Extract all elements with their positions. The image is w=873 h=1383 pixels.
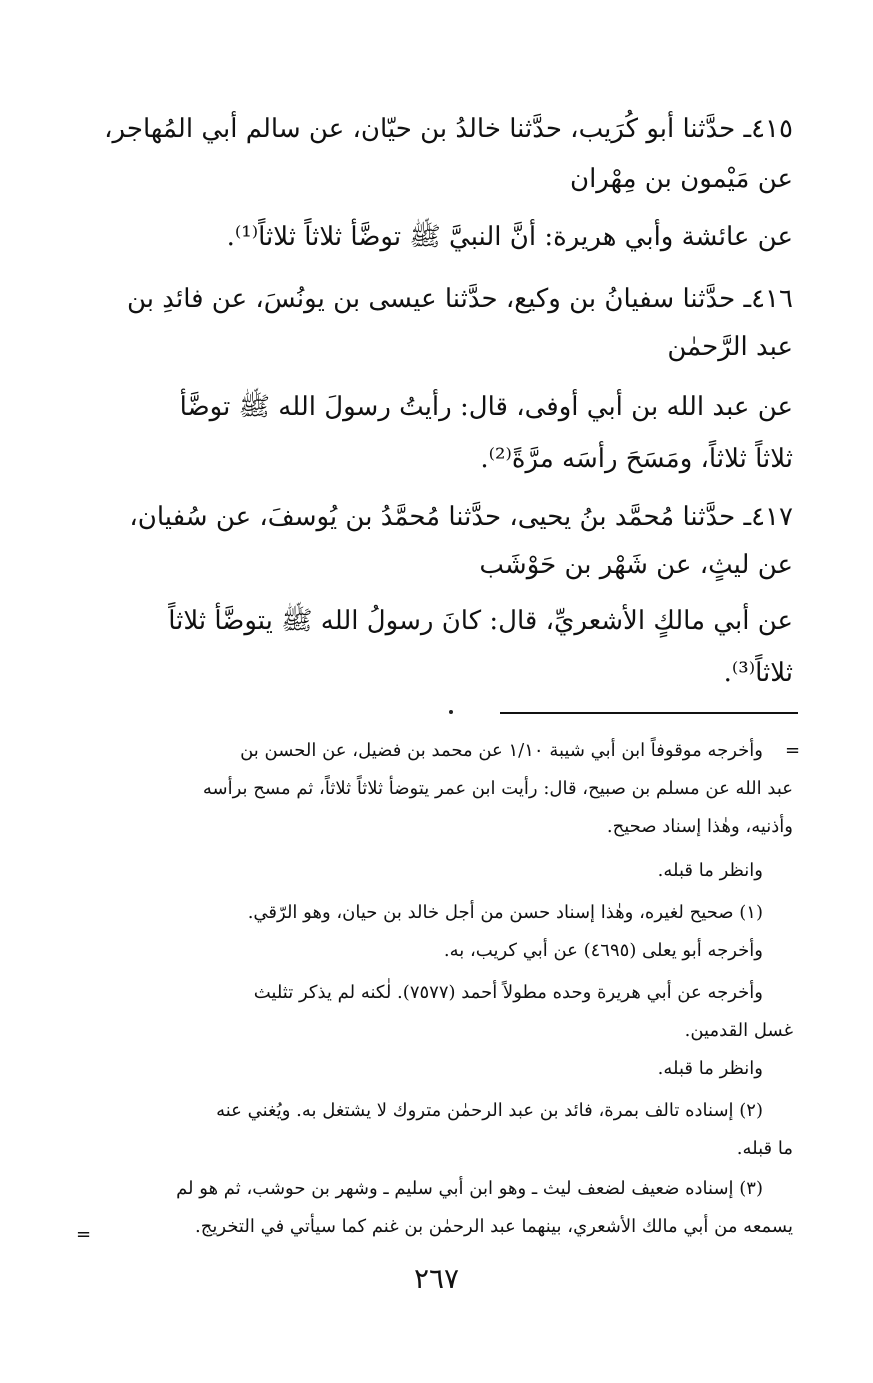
continued-mark-bottom: = bbox=[76, 1224, 92, 1245]
hadith-415-line-2: عن مَيْمون بن مِهْران bbox=[569, 164, 793, 194]
hadith-417-line-1: ٤١٧ـ حدَّثنا مُحمَّد بنُ يحيى، حدَّثنا مُحمَّدُ بن يُوسفَ، عن سُفيان، bbox=[129, 502, 793, 532]
footnote-3-line-1: (٣) إسناده ضعيف لضعف ليث ـ وهو ابن أبي سليم ـ وشهر بن حوشب، ثم هو لم bbox=[176, 1178, 763, 1199]
continued-mark-top: = bbox=[785, 740, 801, 761]
footnote-1-line-4: غسل القدمين. bbox=[684, 1020, 793, 1041]
footnote-continuation-2: عبد الله عن مسلم بن صبيح، قال: رأيت ابن عمر يتوضأ ثلاثاً ثلاثاً، ثم مسح برأسه bbox=[202, 778, 793, 799]
hadith-416-line-2: عبد الرَّحمٰن bbox=[667, 332, 793, 362]
footnote-continuation-3: وأذنيه، وهٰذا إسناد صحيح. bbox=[606, 816, 793, 837]
footnote-1-line-2: وأخرجه أبو يعلى (٤٦٩٥) عن أبي كريب، به. bbox=[443, 940, 763, 961]
footnote-divider bbox=[500, 712, 798, 714]
footnote-continuation-4: وانظر ما قبله. bbox=[657, 860, 763, 881]
hadith-416-matn-2: ثلاثاً ثلاثاً، ومَسَحَ رأسَه مرَّةً⁽²⁾. bbox=[480, 444, 793, 474]
footnote-3-line-2: يسمعه من أبي مالك الأشعري، بينهما عبد الرحمٰن بن غنم كما سيأتي في التخريج. bbox=[195, 1216, 793, 1237]
footnote-continuation-1: وأخرجه موقوفاً ابن أبي شيبة ١/١٠ عن محمد بن فضيل، عن الحسن بن bbox=[240, 740, 763, 761]
hadith-417-line-2: عن ليثٍ، عن شَهْر بن حَوْشَب bbox=[479, 550, 793, 580]
hadith-417-matn-1: عن أبي مالكٍ الأشعريِّ، قال: كانَ رسولُ الله ﷺ يتوضَّأ ثلاثاً bbox=[168, 606, 793, 636]
hadith-416-matn-1: عن عبد الله بن أبي أوفى، قال: رأيتُ رسولَ الله ﷺ توضَّأ bbox=[179, 392, 793, 422]
hadith-415-line-1: ٤١٥ـ حدَّثنا أبو كُرَيب، حدَّثنا خالدُ بن حيّان، عن سالم أبي المُهاجر، bbox=[104, 114, 793, 144]
hadith-416-line-1: ٤١٦ـ حدَّثنا سفيانُ بن وكيع، حدَّثنا عيسى بن يونُسَ، عن فائدِ بن bbox=[127, 284, 793, 314]
hadith-417-matn-2: ثلاثاً⁽³⁾. bbox=[723, 658, 793, 688]
footnote-1-line-5: وانظر ما قبله. bbox=[657, 1058, 763, 1079]
hadith-415-matn: عن عائشة وأبي هريرة: أنَّ النبيَّ ﷺ توضَّأ ثلاثاً ثلاثاً⁽¹⁾. bbox=[226, 222, 793, 252]
page-number: ٢٦٧ bbox=[413, 1262, 460, 1295]
footnote-2-line-1: (٢) إسناده تالف بمرة، فائد بن عبد الرحمٰن متروك لا يشتغل به. ويُغني عنه bbox=[216, 1100, 763, 1121]
stray-mark bbox=[449, 710, 453, 714]
footnote-1-line-3: وأخرجه عن أبي هريرة وحده مطولاً أحمد (٧٥٧٧). لٰكنه لم يذكر تثليث bbox=[253, 982, 763, 1003]
footnote-1-line-1: (١) صحيح لغيره، وهٰذا إسناد حسن من أجل خالد بن حيان، وهو الرّقي. bbox=[247, 902, 763, 923]
footnote-2-line-2: ما قبله. bbox=[736, 1138, 793, 1159]
